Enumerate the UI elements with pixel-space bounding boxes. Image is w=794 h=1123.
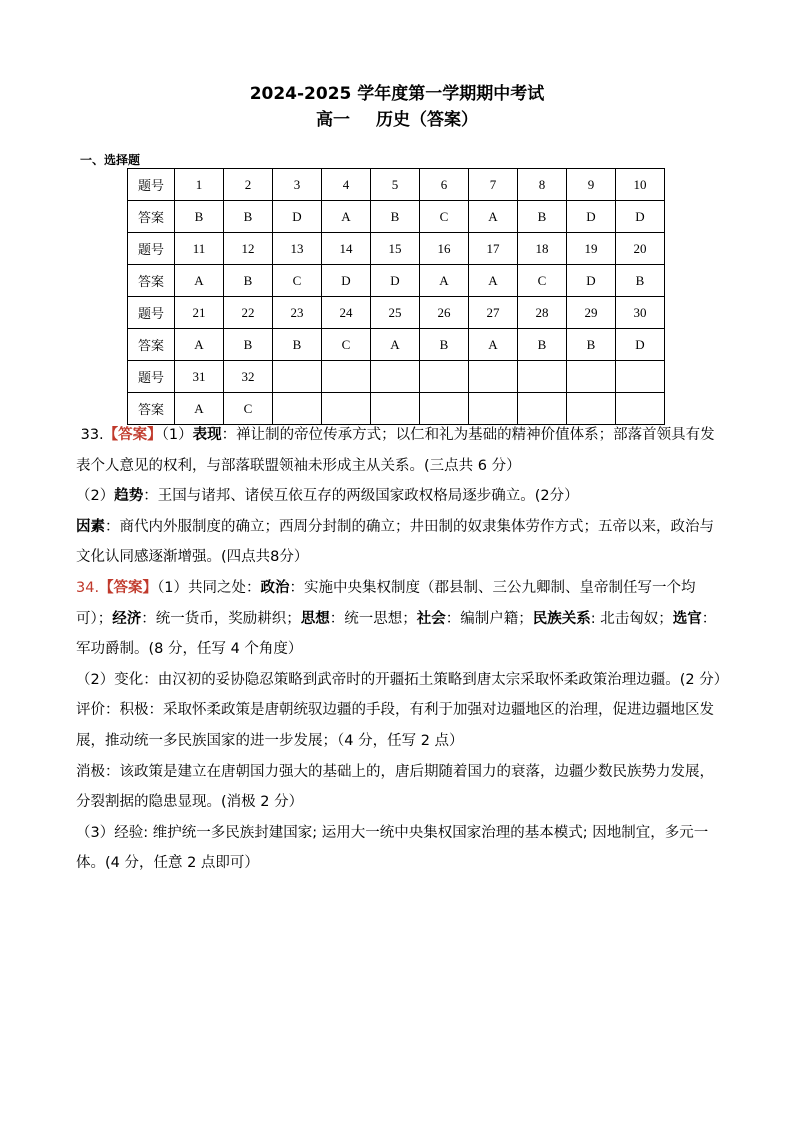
question-number-cell: 20 <box>616 233 665 265</box>
answer-cell: C <box>518 265 567 297</box>
question-number-cell: 23 <box>273 297 322 329</box>
question-number-cell: 26 <box>420 297 469 329</box>
answer-cell: D <box>567 265 616 297</box>
q34-part3: （3）经验: 维护统一多民族封建国家; 运用大一统中央集权国家治理的基本模式; 因地制宜，多元一体。(4 分，任意 2 点即可） <box>76 824 709 872</box>
answer-tag: 【答案】 <box>99 579 158 596</box>
row-label-answer: 答案 <box>128 393 175 425</box>
answer-row <box>128 265 665 297</box>
row-label-answer: 答案 <box>128 329 175 361</box>
answer-cell: C <box>322 329 371 361</box>
question-number-cell: 15 <box>371 233 420 265</box>
answer-cell: B <box>273 329 322 361</box>
answer-cell: D <box>616 201 665 233</box>
answer-cell: A <box>420 265 469 297</box>
answer-cell: D <box>273 201 322 233</box>
question-number-cell: 8 <box>518 169 567 201</box>
q34-part1: 34.【答案】（1）共同之处：政治：实施中央集权制度（郡县制、三公九卿制、皇帝制任写一个均可）；经济：统一货币，奖励耕织；思想：统一思想；社会：编制户籍；民族关系: 北击匈奴；选官：军功爵制。(8 分，任写 4 个角度） <box>76 579 717 658</box>
exam-subtitle <box>0 105 794 130</box>
question-number-cell <box>469 361 518 393</box>
answer-cell: B <box>420 329 469 361</box>
row-label-question: 题号 <box>128 233 175 265</box>
answer-body-text <box>76 420 729 879</box>
question-number-cell: 18 <box>518 233 567 265</box>
question-number-cell: 19 <box>567 233 616 265</box>
question-number-cell: 7 <box>469 169 518 201</box>
answer-tag: 【答案】 <box>103 427 162 443</box>
answer-cell: B <box>224 265 273 297</box>
question-number-cell: 9 <box>567 169 616 201</box>
answer-cell: C <box>420 201 469 233</box>
answer-cell: C <box>273 265 322 297</box>
answer-cell: B <box>175 201 224 233</box>
question-number-cell <box>616 361 665 393</box>
question-number-cell: 10 <box>616 169 665 201</box>
q33-part1: 33.【答案】（1）表现：禅让制的帝位传承方式；以仁和礼为基础的精神价值体系；部落首领具有发表个人意见的权利，与部落联盟领袖未形成主从关系。(三点共 6 分） <box>76 427 715 474</box>
answer-row <box>128 329 665 361</box>
answer-cell: A <box>371 329 420 361</box>
question-number-cell <box>273 361 322 393</box>
question-number-cell <box>567 361 616 393</box>
q33-part2: （2）趋势：王国与诸邦、诸侯互依互存的两级国家政权格局逐步确立。(2分） <box>76 488 579 505</box>
answer-table <box>127 168 665 425</box>
question-number-cell: 30 <box>616 297 665 329</box>
answer-cell: A <box>175 265 224 297</box>
answer-cell: A <box>469 265 518 297</box>
section-heading-choice: 一、选择题 <box>80 153 141 167</box>
question-number-cell: 17 <box>469 233 518 265</box>
answer-cell: A <box>322 201 371 233</box>
answer-cell: D <box>322 265 371 297</box>
question-number-row <box>128 169 665 201</box>
answer-cell: D <box>371 265 420 297</box>
q34-part2: （2）变化：由汉初的妥协隐忍策略到武帝时的开疆拓土策略到唐太宗采取怀柔政策治理边疆。(2 分） <box>76 671 729 688</box>
question-number-cell: 2 <box>224 169 273 201</box>
row-label-question: 题号 <box>128 169 175 201</box>
question-number-cell: 32 <box>224 361 273 393</box>
subject-label: 历史（答案） <box>376 110 478 130</box>
answer-cell: B <box>224 201 273 233</box>
answer-row <box>128 201 665 233</box>
question-number-cell: 25 <box>371 297 420 329</box>
question-number-cell: 22 <box>224 297 273 329</box>
question-number-cell: 11 <box>175 233 224 265</box>
question-number-cell <box>518 361 567 393</box>
row-label-answer: 答案 <box>128 265 175 297</box>
question-number-cell <box>420 361 469 393</box>
question-number-cell: 5 <box>371 169 420 201</box>
question-number-row <box>128 297 665 329</box>
answer-cell: B <box>224 329 273 361</box>
row-label-question: 题号 <box>128 297 175 329</box>
answer-cell: A <box>469 201 518 233</box>
q34-evaluation: 评价：积极：采取怀柔政策是唐朝统驭边疆的手段，有利于加强对边疆地区的治理，促进边疆地区发展，推动统一多民族国家的进一步发展；（4 分，任写 2 点） <box>76 702 714 749</box>
exam-title: 2024-2025 学年度第一学期期中考试 <box>249 84 545 104</box>
q33-part3: 因素：商代内外服制度的确立；西周分封制的确立；井田制的奴隶集体劳作方式；五帝以来，政治与文化认同感逐渐增强。(四点共8分） <box>76 518 714 566</box>
question-number-cell: 13 <box>273 233 322 265</box>
answer-cell: B <box>371 201 420 233</box>
answer-cell: A <box>175 329 224 361</box>
answer-cell: C <box>224 393 273 425</box>
question-number-row <box>128 233 665 265</box>
answer-cell: B <box>518 329 567 361</box>
answer-cell: B <box>616 265 665 297</box>
question-number-row <box>128 361 665 393</box>
row-label-answer: 答案 <box>128 201 175 233</box>
question-number-cell: 31 <box>175 361 224 393</box>
answer-cell: A <box>175 393 224 425</box>
question-number-cell: 12 <box>224 233 273 265</box>
question-number-cell <box>371 361 420 393</box>
q34-negative: 消极：该政策是建立在唐朝国力强大的基础上的，唐后期随着国力的衰落，边疆少数民族势力发展，分裂割据的隐患显现。(消极 2 分） <box>76 763 714 811</box>
question-number-cell: 14 <box>322 233 371 265</box>
question-number-cell: 16 <box>420 233 469 265</box>
question-number-cell: 24 <box>322 297 371 329</box>
answer-cell: D <box>616 329 665 361</box>
question-number-cell <box>322 361 371 393</box>
question-number-cell: 29 <box>567 297 616 329</box>
answer-cell: B <box>518 201 567 233</box>
question-number-cell: 6 <box>420 169 469 201</box>
answer-cell: D <box>567 201 616 233</box>
question-number-cell: 4 <box>322 169 371 201</box>
grade-label: 高一 <box>316 110 350 130</box>
answer-cell: A <box>469 329 518 361</box>
question-number-cell: 3 <box>273 169 322 201</box>
question-number-cell: 28 <box>518 297 567 329</box>
question-number-cell: 1 <box>175 169 224 201</box>
question-number-cell: 27 <box>469 297 518 329</box>
row-label-question: 题号 <box>128 361 175 393</box>
question-number-cell: 21 <box>175 297 224 329</box>
answer-cell: B <box>567 329 616 361</box>
